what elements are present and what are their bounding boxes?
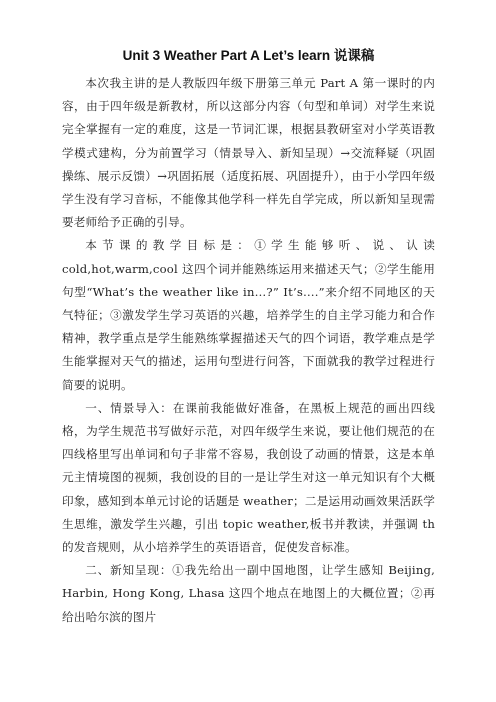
document-page xyxy=(62,46,435,629)
paragraph-intro: 本次我主讲的是人教版四年级下册第三单元 Part A 第一课时的内容，由于四年级是新教材，所以这部分内容（句型和单词）对学生来说完全掌握有一定的难度，这是一节词汇课，根据县教研室对小学英语教学模式建构，分为前置学习（情景导入、新知呈现）→交流释疑（巩固操练、展示反馈）→巩固拓展（适度拓展、巩固提升），由于小学四年级学生没有学习音标，不能像其他学科一样先自学完成，所以新知呈现需要老师给予正确的引导。 xyxy=(62,76,435,230)
document-title: Unit 3 Weather Part A Let’s learn 说课稿 xyxy=(122,48,375,63)
paragraph-scene-introduction: 一、情景导入：在课前我能做好准备，在黑板上规范的画出四线格，为学生规范书写做好示范，对四年级学生来说，要让他们规范的在四线格里写出单词和句子非常不容易，我创设了动画的情景，这是本单元主情境图的视频，我创设的目的一是让学生对这一单元知识有个大概印象，感知到本单元讨论的话题是 weather；二是运用动画效果活跃学生思维，激发学生兴趣，引出 topic weather,板书并教读，并强调 th 的发音规则，从小培养学生的英语语音，促使发音标准。 xyxy=(62,400,435,555)
paragraph-new-knowledge: 二、新知呈现：①我先给出一副中国地图，让学生感知 Beijing, Harbin, Hong Kong, Lhasa 这四个地点在地图上的大概位置；②再给出哈尔滨的图片 xyxy=(62,563,435,624)
paragraph-objectives: 本节课的教学目标是：①学生能够听、说、认读 cold,hot,warm,cool 这四个词并能熟练运用来描述天气；②学生能用句型“What’s the weather like in…?” It’s….”来介绍不同地区的天气特征；③激发学生学习英语的兴趣，培养学生的自主学习能力和合作精神，教学重点是学生能熟练掌握描述天气的四个词语，教学难点是学生能掌握对天气的描述，运用句型进行问答，下面就我的教学过程进行简要的说明。 xyxy=(62,238,435,392)
